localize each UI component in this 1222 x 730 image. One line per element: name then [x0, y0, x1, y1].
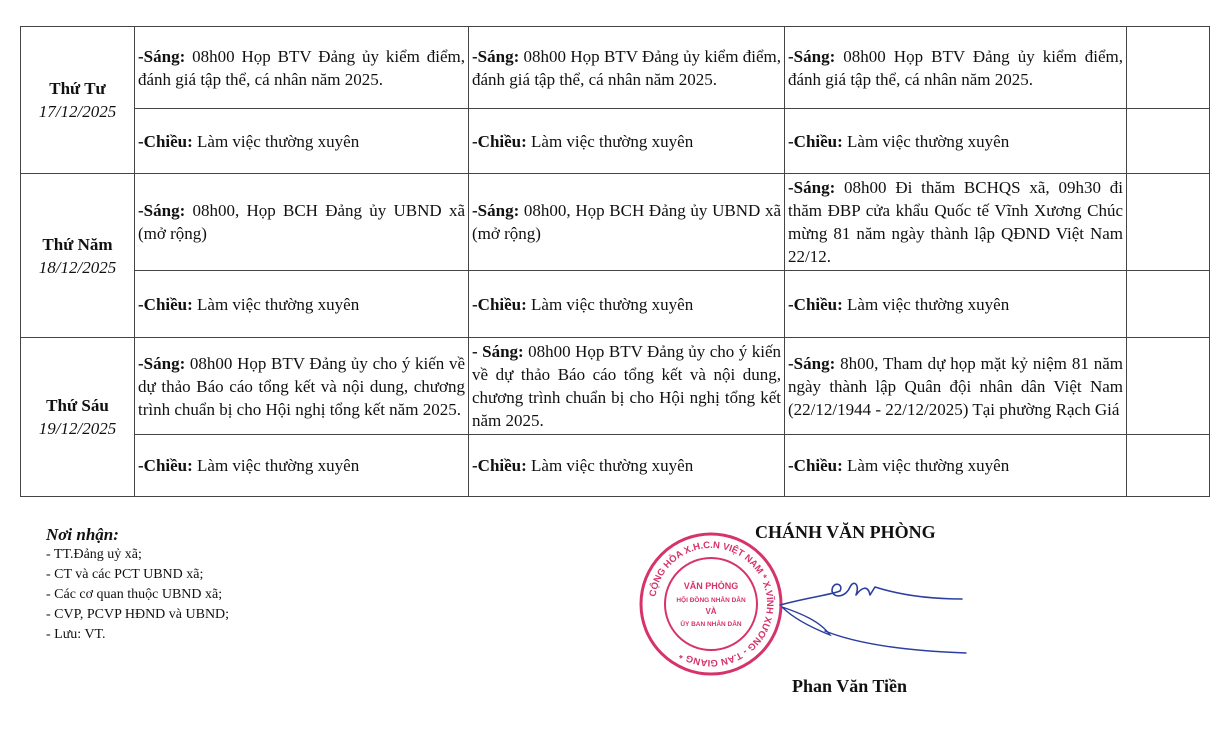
session-text: 8h00, Tham dự họp mặt kỷ niệm 81 năm ngày thành lập Quân đội nhân dân Việt Nam (22/12/1944 - 22/12/2025) Tại phường Rạch Giá — [788, 353, 1123, 419]
session-label: -Sáng: — [138, 353, 186, 373]
morning-cell — [785, 27, 1127, 109]
afternoon-cell — [785, 435, 1127, 497]
session-label: -Chiều: — [138, 131, 193, 151]
morning-cell — [785, 174, 1127, 271]
empty-cell — [1127, 338, 1210, 435]
schedule-row — [21, 27, 1210, 109]
day-cell — [21, 27, 135, 174]
schedule-row — [21, 271, 1210, 338]
handwritten-signature — [770, 565, 970, 675]
session-label: -Chiều: — [472, 456, 527, 475]
empty-cell — [1127, 27, 1210, 109]
empty-cell — [1127, 271, 1210, 338]
afternoon-cell — [785, 271, 1127, 338]
empty-cell — [1127, 174, 1210, 271]
session-text: Làm việc thường xuyên — [842, 456, 1010, 475]
day-date: 17/12/2025 — [38, 102, 117, 121]
stamp-line: VĂN PHÒNG — [683, 581, 739, 591]
schedule-row — [21, 435, 1210, 497]
afternoon-cell — [135, 109, 469, 174]
schedule-row — [21, 109, 1210, 174]
morning-cell — [135, 338, 469, 435]
day-name: Thứ Tư — [49, 79, 106, 98]
afternoon-cell — [785, 109, 1127, 174]
session-label: -Chiều: — [138, 456, 193, 475]
official-stamp — [638, 531, 784, 677]
empty-cell — [1127, 435, 1210, 497]
day-cell — [21, 174, 135, 338]
session-text: Làm việc thường xuyên — [192, 456, 360, 475]
session-label: -Chiều: — [472, 131, 527, 151]
session-label: - Sáng: — [472, 342, 524, 361]
session-text: Làm việc thường xuyên — [526, 131, 694, 151]
morning-cell — [135, 27, 469, 109]
afternoon-cell — [135, 435, 469, 497]
afternoon-cell — [135, 271, 469, 338]
session-label: -Sáng: — [788, 46, 836, 66]
session-label: -Sáng: — [788, 353, 836, 373]
session-label: -Sáng: — [138, 201, 186, 220]
recipient-item: - Các cơ quan thuộc UBND xã; — [46, 587, 223, 602]
session-label: -Sáng: — [472, 201, 520, 220]
recipients-list — [46, 545, 229, 645]
stamp-line: VÀ — [705, 607, 717, 616]
day-cell — [21, 338, 135, 497]
session-label: -Chiều: — [472, 294, 527, 314]
schedule-row — [21, 338, 1210, 435]
session-text: 08h00, Họp BCH Đảng ủy UBND xã (mở rộng) — [138, 201, 465, 243]
session-text: 08h00 Họp BTV Đảng ủy kiểm điểm, đánh giá tập thể, cá nhân năm 2025. — [472, 46, 781, 89]
recipient-item: - TT.Đảng uỷ xã; — [46, 547, 142, 562]
session-label: -Chiều: — [788, 456, 843, 475]
session-text: 08h00 Họp BTV Đảng ủy kiểm điểm, đánh giá tập thể, cá nhân năm 2025. — [788, 46, 1123, 89]
session-text: 08h00 Đi thăm BCHQS xã, 09h30 đi thăm ĐBP cửa khẩu Quốc tế Vĩnh Xương Chúc mừng 81 năm ngày thành lập QĐND Việt Nam 22/12. — [788, 178, 1123, 266]
schedule-table — [20, 26, 1210, 497]
session-label: -Chiều: — [788, 294, 843, 314]
session-text: Làm việc thường xuyên — [526, 456, 694, 475]
afternoon-cell — [469, 109, 785, 174]
afternoon-cell — [469, 271, 785, 338]
session-label: -Sáng: — [788, 178, 836, 197]
session-label: -Sáng: — [138, 46, 186, 66]
session-label: -Sáng: — [472, 46, 520, 66]
session-text: 08h00, Họp BCH Đảng ủy UBND xã (mở rộng) — [472, 201, 781, 243]
morning-cell — [785, 338, 1127, 435]
stamp-inner-ring — [665, 558, 757, 650]
session-text: Làm việc thường xuyên — [526, 294, 694, 314]
stamp-line: ỦY BAN NHÂN DÂN — [680, 621, 742, 628]
morning-cell — [469, 27, 785, 109]
session-text: Làm việc thường xuyên — [842, 131, 1010, 151]
session-text: Làm việc thường xuyên — [192, 131, 360, 151]
morning-cell — [469, 174, 785, 271]
signer-name: Phan Văn Tiền — [792, 676, 908, 696]
day-date: 18/12/2025 — [38, 257, 117, 277]
stamp-line: HỘI ĐỒNG NHÂN DÂN — [676, 597, 746, 604]
schedule-row — [21, 174, 1210, 271]
empty-cell — [1127, 109, 1210, 174]
recipients-block — [46, 525, 229, 645]
day-name: Thứ Sáu — [46, 396, 109, 415]
session-text: 08h00 Họp BTV Đảng ủy cho ý kiến về dự thảo Báo cáo tổng kết và nội dung, chương trình chuẩn bị cho Hội nghị tổng kết năm 2025. — [472, 342, 782, 430]
day-date: 19/12/2025 — [38, 419, 117, 438]
session-text: Làm việc thường xuyên — [842, 294, 1010, 314]
session-text: 08h00 Họp BTV Đảng ủy kiểm điểm, đánh giá tập thể, cá nhân năm 2025. — [138, 46, 465, 89]
session-text: Làm việc thường xuyên — [192, 294, 360, 314]
day-name: Thứ Năm — [42, 234, 113, 254]
stamp-ring-text: CỘNG HÒA X.H.C.N VIỆT NAM * X.VĨNH XƯƠNG - T.AN GIANG * — [647, 539, 776, 669]
morning-cell — [469, 338, 785, 435]
recipients-title: Nơi nhận: — [46, 525, 119, 544]
recipient-item: - CT và các PCT UBND xã; — [46, 567, 204, 582]
session-text: 08h00 Họp BTV Đảng ủy cho ý kiến về dự thảo Báo cáo tổng kết và nội dung, chương trình chuẩn bị cho Hội nghị tổng kết năm 2025. — [138, 353, 465, 419]
signer-title: CHÁNH VĂN PHÒNG — [755, 522, 936, 542]
session-label: -Chiều: — [138, 294, 193, 314]
stamp-outer-ring — [641, 534, 781, 674]
recipient-item: - Lưu: VT. — [46, 627, 106, 642]
session-label: -Chiều: — [788, 131, 843, 151]
afternoon-cell — [469, 435, 785, 497]
morning-cell — [135, 174, 469, 271]
recipient-item: - CVP, PCVP HĐND và UBND; — [46, 607, 230, 622]
